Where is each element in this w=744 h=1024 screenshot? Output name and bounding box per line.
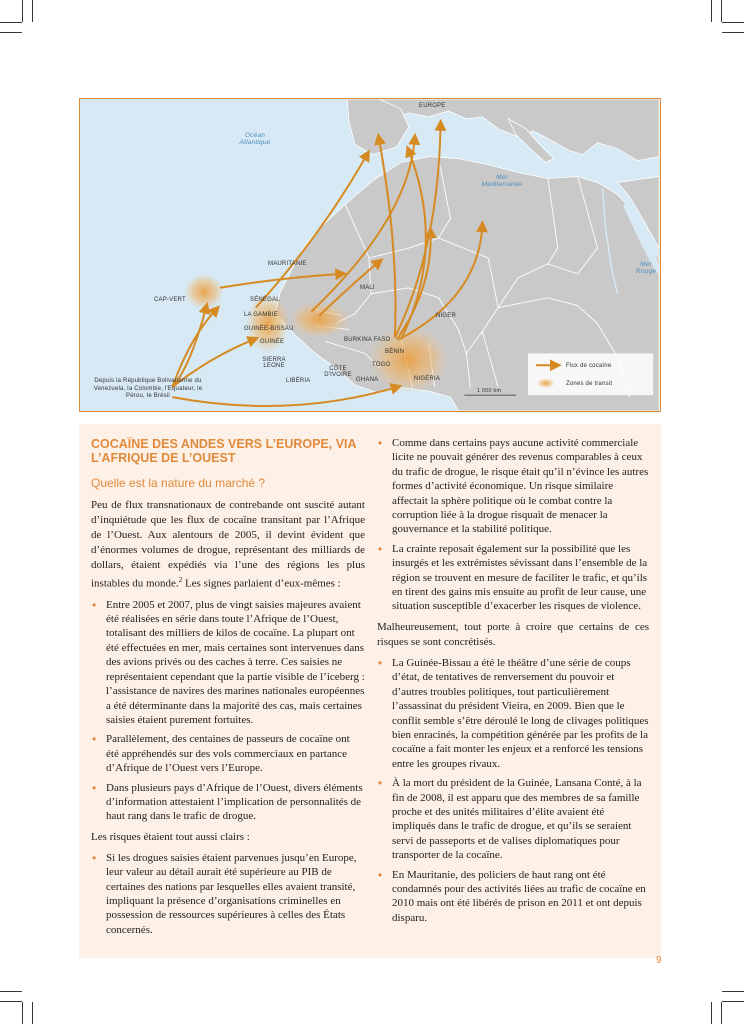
map-label-burkina: BURKINA FASO: [344, 337, 391, 343]
crop-mark: [721, 1002, 722, 1024]
article-heading: COCAÏNE DES ANDES VERS L’EUROPE, VIA L’AFRIQUE DE L’OUEST: [91, 437, 357, 465]
risks-intro: Les risques étaient tout aussi clairs :: [91, 830, 250, 843]
map-label-sierra-leone: SIERRA LEONE: [262, 357, 286, 369]
left-column: [91, 424, 365, 943]
crop-mark: [32, 0, 33, 22]
map-label-liberia: LIBÉRIA: [286, 378, 311, 384]
transit-zone-gulf: [369, 326, 448, 394]
crop-mark: [721, 0, 722, 22]
signs-list: [91, 598, 365, 824]
map-label-nigeria: NIGÉRIA: [414, 376, 441, 382]
list-item: • Parallèlement, des centaines de passeurs de cocaïne ont été appréhendés sur des vols commerciaux en partance d’Afrique de l’Ouest vers l’Europe.: [92, 732, 350, 775]
crop-mark: [22, 0, 23, 22]
crop-mark: [22, 1002, 23, 1024]
crop-mark: [722, 32, 744, 33]
map-label-guinee: GUINÉE: [260, 339, 285, 345]
materialized-paragraph: Malheureusement, tout porte à croire que certains de ces risques se sont concrétisés.: [377, 620, 649, 648]
map-label-togo: TOGO: [372, 362, 391, 368]
map-label-cote-ivoire: CÔTE D'IVOIRE: [324, 366, 352, 378]
article-subheading: Quelle est la nature du marché ?: [91, 476, 266, 490]
crop-mark: [0, 32, 22, 33]
map-label-ghana: GHANA: [356, 377, 379, 383]
crop-mark: [0, 22, 22, 23]
events-list: [377, 656, 649, 925]
map-label-senegal: SÉNÉGAL: [250, 297, 280, 303]
map-label-europe: EUROPE: [419, 103, 446, 109]
risks-list-left: [91, 851, 365, 937]
legend-box: [528, 353, 653, 395]
list-item: • La Guinée-Bissau a été le théâtre d’une série de coups d’état, de tentatives de renversement du pouvoir et d’autres troubles politiques, tout particulièrement l’assassinat du président Vieira, en 2009. Bien que le conflit semble s’être déroulé le long de clivages politiques bien enracinés, la compétition générée par les profits de la cocaïne a fait monter les enjeux et a renforcé les tensions entre les groupes rivaux.: [378, 655, 649, 770]
list-item: • Si les drogues saisies étaient parvenues jusqu’en Europe, leur valeur au détail aurait été supérieure au PIB de certaines des nations par lesquelles elles avaient transité, impliquant la présence d’organisations criminelles en possession de ressources supérieures à celles des États concernés.: [92, 850, 357, 936]
map-label-med-sea: Mer Méditerranée: [481, 174, 523, 188]
cocaine-flow-map: [79, 98, 661, 412]
crop-mark: [722, 1001, 744, 1002]
page-number: 9: [656, 955, 662, 966]
legend-transit-swatch: [537, 378, 555, 388]
list-item: • Entre 2005 et 2007, plus de vingt saisies majeures avaient été réalisées en série dans toute l’Afrique de l’Ouest, totalisant des milliers de kilos de cocaïne. La plupart ont été effectuées en mer, mais certaines sont intervenues dans des avions privés ou des caches à terre. Ces saisies ne représentaient cependant que la partie visible de l’iceberg : l’assistance de navires des marines nationales européennes a été déterminante dans la majorité des cas, mais certaines saisies étaient purement fortuites.: [92, 597, 365, 726]
list-item: • En Mauritanie, des policiers de haut rang ont été condamnés pour des activités liées au trafic de cocaïne en 2010 mais ont été libérés de prison en 2011 et ont depuis disparu.: [378, 867, 646, 924]
map-label-gambie: LA GAMBIE: [244, 312, 278, 318]
intro-paragraph: Peu de flux transnationaux de contrebande ont suscité autant d’inquiétude que les flux de cocaïne transitant par l’Afrique de l’Ouest. Aux alentours de 2005, il devint évident que d’énormes volumes de drogue, représentant des milliards de dollars, étaient expédiés via l’une des régions les plus instables du monde.$^2$ Les signes parlaient d’eux-mêmes :: [91, 499, 365, 590]
map-label-red-sea: Mer Rouge: [635, 261, 657, 275]
map-label-niger: NIGER: [436, 313, 457, 319]
crop-mark: [722, 991, 744, 992]
map-label-cap-vert: CAP-VERT: [154, 297, 186, 303]
map-label-ocean: Océan Atlantique: [239, 132, 271, 146]
crop-mark: [0, 1001, 22, 1002]
list-item: • À la mort du président de la Guinée, Lansana Conté, à la fin de 2008, il est apparu que des membres de sa famille proche et des unités militaires d’élite avaient été impliqués dans le trafic de drogue, et qu’ils se seraient servi de passeports et de valises diplomatiques pour transporter de la cocaïne.: [378, 776, 642, 862]
list-item: • La crainte reposait également sur la possibilité que les insurgés et les extrémistes sévissant dans l’ensemble de la région se trouvent en mesure de faciliter le trafic, et qu’ils en tirent des gains mis ensuite au profit de leur cause, une situation susceptible d’exacerber les risques de violence.: [378, 541, 648, 613]
map-label-mali: MALI: [360, 285, 375, 291]
crop-mark: [722, 22, 744, 23]
map-label-benin: BÉNIN: [385, 349, 405, 355]
crop-mark: [32, 1002, 33, 1024]
article-panel: [79, 424, 661, 958]
map-label-guinee-bissau: GUINÉE-BISSAU: [244, 326, 294, 332]
legend-transit-label: Zones de transit: [566, 381, 613, 387]
legend-flow-label: Flux de cocaïne: [566, 363, 612, 369]
map-label-origin: Depuis la République Bolivarienne du Venezuela, la Colombie, l'Equateur, le Pérou, le Brésil: [93, 378, 203, 399]
list-item: • Dans plusieurs pays d’Afrique de l’Ouest, divers éléments d’information attestaient l’implication de personnalités de haut rang dans le trafic de drogue.: [92, 780, 363, 823]
transit-zone-cap-vert: [184, 274, 224, 310]
scale-label: 1 000 km: [477, 388, 502, 394]
crop-mark: [0, 991, 22, 992]
footnote-ref: 2: [178, 576, 183, 584]
crop-mark: [711, 1002, 712, 1024]
risks-list-right: [377, 436, 649, 614]
map-label-mauritanie: MAURITANIE: [268, 261, 307, 267]
right-column: [377, 436, 649, 931]
crop-mark: [711, 0, 712, 22]
transit-zone-mali: [290, 302, 350, 338]
list-item: • Comme dans certains pays aucune activité commerciale licite ne pouvait générer des revenus comparables à ceux du trafic de drogue, le risque était qu’il n’évince les autres formes d’activité économique. Un risque similaire affectait la sphère politique où le combat contre la corruption liée à la drogue risquait de menacer la gouvernance et la stabilité politique.: [378, 436, 649, 536]
